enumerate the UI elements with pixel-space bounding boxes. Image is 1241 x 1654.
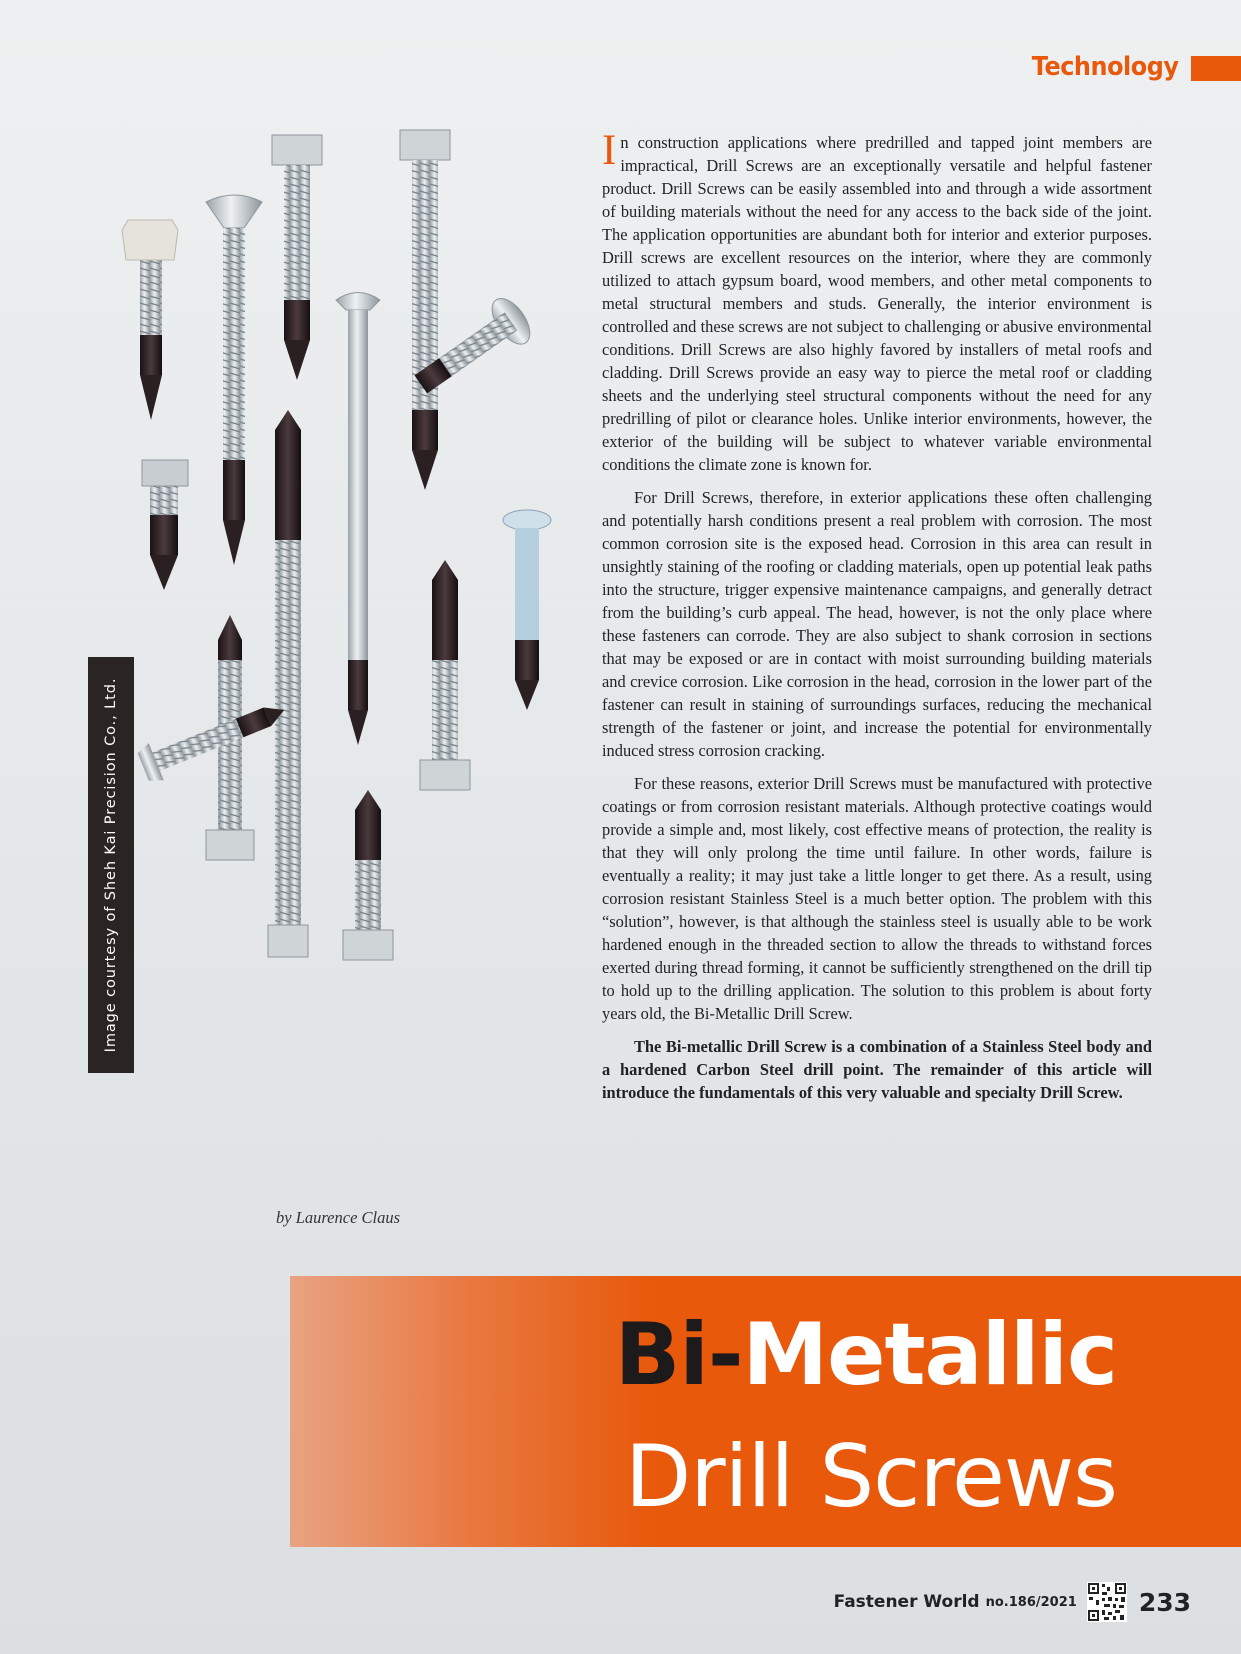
byline: by Laurence Claus bbox=[276, 1208, 401, 1227]
screw-blue-zinc bbox=[503, 510, 551, 710]
article-body bbox=[602, 127, 1152, 1114]
title-line-1 bbox=[615, 1300, 1117, 1410]
magazine-name: Fastener World bbox=[833, 1592, 980, 1612]
screw-hex-lower-right bbox=[420, 560, 470, 790]
paragraph-4: The Bi-metallic Drill Screw is a combination of a Stainless Steel body and a hardened Carbon Steel drill point. The remainder of this article will introduce the fundamentals of this very valuable and specialty Drill Screw. bbox=[602, 1037, 1152, 1102]
title-line-2: Drill Screws bbox=[625, 1427, 1117, 1527]
screw-pan-head-smooth bbox=[336, 293, 380, 746]
paragraph-3: For these reasons, exterior Drill Screws must be manufactured with protective coatings or from corrosion resistant materials. Although protective coatings would provide a simple and, most likely, cost effective means of protection, the reality is that they will only prolong the time until failure. In other words, failure is eventually a reality; it may just take a little longer to get there. As a result, using corrosion resistant Stainless Steel is a much better option. The problem with this “solution”, however, is that although the stainless steel is usually able to be work hardened enough in the threaded section to allow the threads to withstand forces exerted during thread forming, it cannot be sufficiently strengthened on the drill tip to hold up to the drilling application. The solution to this problem is about forty years old, the Bi-Metallic Drill Screw. bbox=[602, 774, 1152, 1023]
issue-number: no.186/2021 bbox=[985, 1594, 1077, 1610]
screw-small-hex bbox=[142, 460, 188, 590]
paragraph-2: For Drill Screws, therefore, in exterior applications these often challenging and potentially harsh conditions present a real problem with corrosion. The most common corrosion site is the exposed head. Corrosion in this area can result in unsightly staining of the roofing or cladding materials, open up potential leak paths into the structure, trigger expensive maintenance campaigns, and generally detract from the building’s curb appeal. The head, however, is not the only place where these fasteners can corrode. They are also subject to shank corrosion in sections that may be exposed or are in contact with moist surrounding building materials and crevice corrosion. Like corrosion in the head, corrosion in the lower part of the fastener can result in staining of surroundings surfaces, reducing the mechanical strength of the fastener or joint, and increase the potential for environmentally induced stress corrosion cracking. bbox=[602, 488, 1152, 760]
qr-code-icon[interactable] bbox=[1087, 1582, 1127, 1622]
screw-hex-tall-1 bbox=[272, 135, 322, 380]
image-credit-bar bbox=[88, 657, 134, 1073]
footer bbox=[834, 1582, 1191, 1622]
screw-hex-lower-centre bbox=[343, 790, 393, 960]
title-bi: Bi- bbox=[614, 1305, 743, 1405]
paragraph-1 bbox=[602, 127, 1152, 476]
drop-cap: I bbox=[602, 127, 617, 174]
screw-long-drill bbox=[268, 410, 308, 957]
paragraph-1-text: n construction applications where predrilled and tapped joint members are impractical, Drill Screws are an exceptionally versatile and helpful fastener product. Drill Screws can be easily assembled into and through a wide assortment of building materials without the need for any access to the back side of the joint. The application opportunities are abundant both for interior and exterior purposes. Drill screws are excellent resources on the interior, where they are commonly utilized to attach gypsum board, wood members, and other metal components to metal structural members and studs. Generally, the interior environment is controlled and these screws are not subject to challenging or abusive environmental conditions. Drill Screws are also highly favored by installers of metal roofs and cladding. Drill Screws provide an easy way to pierce the metal roof or cladding sheets and the underlying steel structural components without the need for any predrilling of pilot or clearance holes. Unlike interior environments, however, the exterior of the building will be subject to whatever variable environmental conditions the climate zone is known for. bbox=[602, 133, 1152, 474]
section-tag-bar bbox=[1191, 56, 1241, 81]
screw-white-cap bbox=[122, 220, 178, 420]
screws-photo bbox=[110, 120, 570, 1180]
image-credit: Image courtesy of Sheh Kai Precision Co., Ltd. bbox=[103, 677, 119, 1053]
page-number: 233 bbox=[1138, 1587, 1191, 1617]
title-metallic: Metallic bbox=[742, 1305, 1117, 1405]
screw-angled-countersunk bbox=[136, 691, 292, 785]
screw-countersunk-long bbox=[206, 195, 262, 565]
section-tag: Technology bbox=[1032, 52, 1179, 82]
screw-hex-tall-2 bbox=[400, 130, 450, 490]
